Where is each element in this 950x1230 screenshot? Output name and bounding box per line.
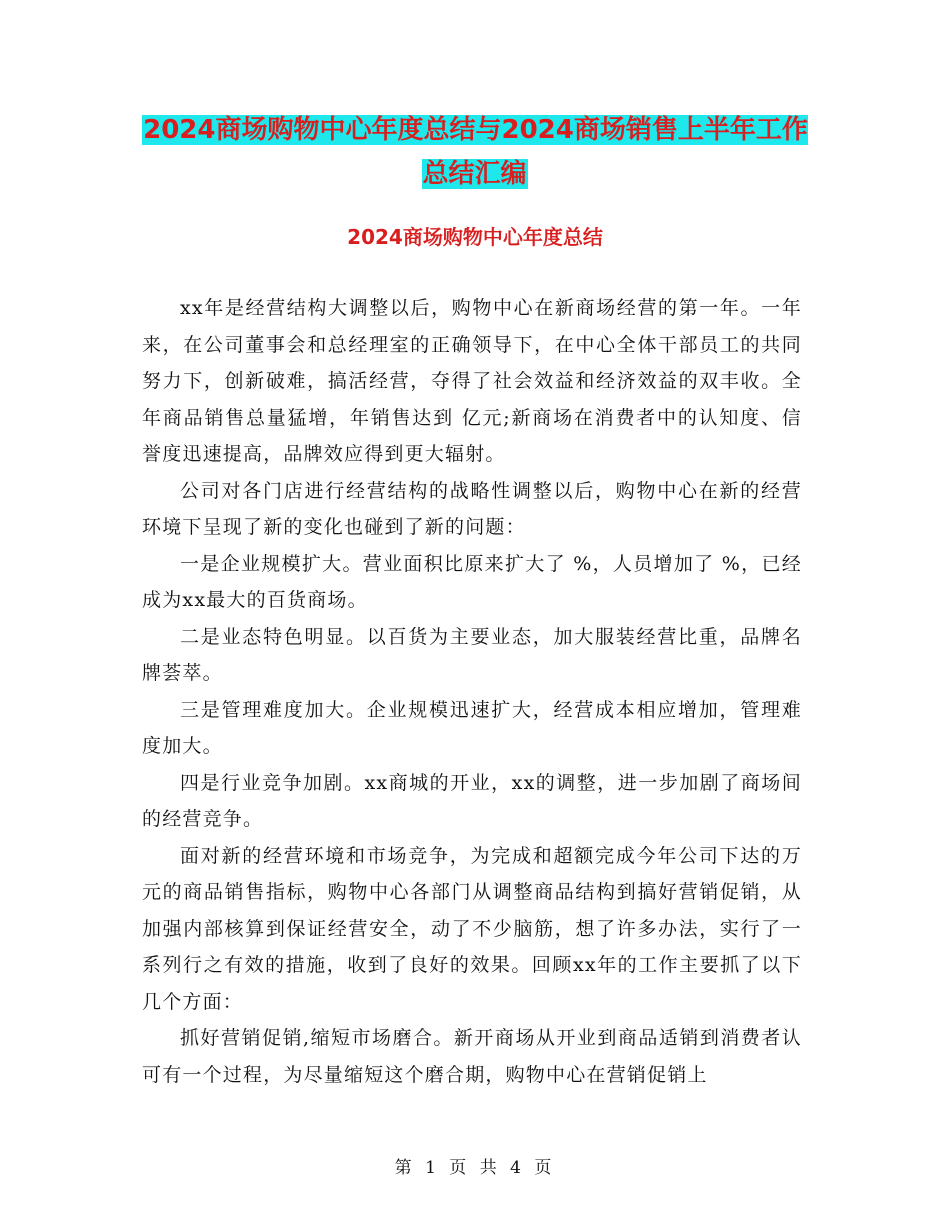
paragraph: 面对新的经营环境和市场竞争，为完成和超额完成今年公司下达的万元的商品销售指标，购物中心各部门从调整商品结构到搞好营销促销，从加强内部核算到保证经营安全，动了不少脑筋，想了许多办法，实行了一系列行之有效的措施，收到了良好的效果。回顾xx年的工作主要抓了以下几个方面： xyxy=(142,844,802,1013)
document-body xyxy=(142,290,802,1093)
paragraph: xx年是经营结构大调整以后，购物中心在新商场经营的第一年。一年来，在公司董事会和总经理室的正确领导下，在中心全体干部员工的共同努力下，创新破难，搞活经营，夺得了社会效益和经济效益的双丰收。全年商品销售总量猛增，年销售达到 亿元;新商场在消费者中的认知度、信誉度迅速提高，品牌效应得到更大辐射。 xyxy=(142,297,802,465)
section-title: 2024商场购物中心年度总结 xyxy=(347,225,603,249)
paragraph: 公司对各门店进行经营结构的战略性调整以后，购物中心在新的经营环境下呈现了新的变化也碰到了新的问题： xyxy=(142,479,802,538)
page-footer: 第 1 页 共 4 页 xyxy=(394,1158,556,1178)
paragraph: 一是企业规模扩大。营业面积比原来扩大了 %，人员增加了 %，已经成为xx最大的百货商场。 xyxy=(142,552,802,611)
paragraph: 抓好营销促销,缩短市场磨合。新开商场从开业到商品适销到消费者认可有一个过程，为尽量缩短这个磨合期，购物中心在营销促销上 xyxy=(142,1027,802,1086)
document-title xyxy=(140,108,810,196)
paragraph: 四是行业竞争加剧。xx商城的开业，xx的调整，进一步加剧了商场间的经营竞争。 xyxy=(142,771,802,830)
paragraph: 三是管理难度加大。企业规模迅速扩大，经营成本相应增加，管理难度加大。 xyxy=(142,698,802,757)
document-title-text: 2024商场购物中心年度总结与2024商场销售上半年工作总结汇编 xyxy=(143,115,808,189)
paragraph: 二是业态特色明显。以百货为主要业态，加大服装经营比重，品牌名牌荟萃。 xyxy=(142,625,802,684)
